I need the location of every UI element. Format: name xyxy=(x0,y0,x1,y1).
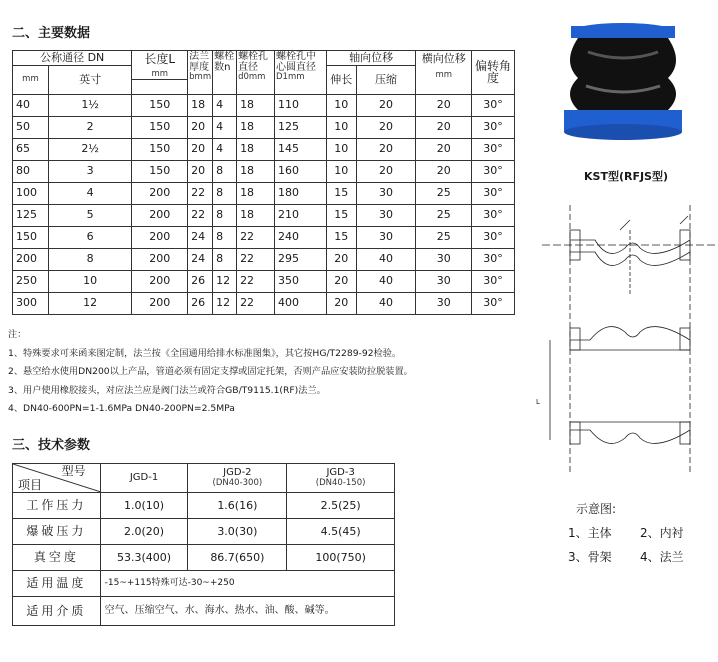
spec-cell-n: 4 xyxy=(213,138,237,160)
spec-cell-mm: 125 xyxy=(13,204,49,226)
spec-cell-ext: 15 xyxy=(326,204,356,226)
spec-row xyxy=(13,116,515,138)
spec-cell-n: 12 xyxy=(213,270,237,292)
spec-cell-hole: 22 xyxy=(237,226,275,248)
spec-cell-ext: 15 xyxy=(326,182,356,204)
note-item: 1、特殊要求可来函来图定制，法兰按《全国通用给排水标准图集》，其它按HG/T2289-92检验。 xyxy=(8,347,402,359)
spec-cell-flange: 20 xyxy=(188,116,213,138)
part-4: 4、法兰 xyxy=(640,550,684,564)
spec-cell-n: 8 xyxy=(213,182,237,204)
notes-block xyxy=(8,326,413,419)
spec-cell-ext: 20 xyxy=(326,248,356,270)
spec-cell-n: 8 xyxy=(213,160,237,182)
spec-cell-lat: 30 xyxy=(416,292,472,314)
part-3: 3、骨架 xyxy=(568,550,612,564)
spec-cell-flange: 26 xyxy=(188,292,213,314)
spec-cell-lat: 20 xyxy=(416,116,472,138)
header-bolt-hole: 螺栓孔直径 d0mm xyxy=(237,51,275,95)
spec-cell-hole: 22 xyxy=(237,270,275,292)
spec-cell-comp: 30 xyxy=(356,204,416,226)
header-bolt-circle: 螺栓孔中心圆直径 D1mm xyxy=(275,51,327,95)
spec-cell-length: 150 xyxy=(132,94,188,116)
spec-cell-mm: 150 xyxy=(13,226,49,248)
spec-cell-hole: 18 xyxy=(237,138,275,160)
corner-cell xyxy=(13,464,101,493)
spec-cell-mm: 40 xyxy=(13,94,49,116)
header-mm: mm xyxy=(13,66,49,95)
model-col-1: JGD-1 xyxy=(100,464,188,493)
spec-row xyxy=(13,248,515,270)
spec-cell-comp: 40 xyxy=(356,248,416,270)
spec-row xyxy=(13,292,515,314)
spec-cell-flange: 22 xyxy=(188,204,213,226)
header-inch: 英寸 xyxy=(48,66,132,95)
spec-cell-ext: 10 xyxy=(326,94,356,116)
tech-row-label: 工作压力 xyxy=(13,493,101,519)
spec-cell-inch: 10 xyxy=(48,270,132,292)
spec-cell-comp: 30 xyxy=(356,182,416,204)
header-bolt-count: 螺栓数n xyxy=(213,51,237,95)
tech-row xyxy=(13,545,395,571)
header-axial: 轴向位移 xyxy=(326,51,416,66)
spec-cell-mm: 100 xyxy=(13,182,49,204)
spec-cell-ext: 15 xyxy=(326,226,356,248)
spec-cell-circle: 210 xyxy=(275,204,327,226)
media-label: 适用介质 xyxy=(13,597,101,626)
spec-cell-ext: 10 xyxy=(326,160,356,182)
top-flange-body xyxy=(571,26,675,38)
spec-cell-inch: 2½ xyxy=(48,138,132,160)
spec-cell-lat: 25 xyxy=(416,226,472,248)
spec-cell-n: 4 xyxy=(213,94,237,116)
spec-cell-hole: 18 xyxy=(237,204,275,226)
spec-cell-lat: 25 xyxy=(416,182,472,204)
media-value: 空气、压缩空气、水、海水、热水、油、酸、碱等。 xyxy=(100,597,394,626)
header-length: 长度L mm xyxy=(132,51,188,80)
spec-cell-length: 200 xyxy=(132,292,188,314)
spec-cell-lat: 20 xyxy=(416,94,472,116)
spec-cell-lat: 20 xyxy=(416,138,472,160)
tech-value: 2.5(25) xyxy=(287,493,395,519)
corner-top-label: 型号 xyxy=(61,464,86,478)
model-col-3: JGD-3 (DN40-150) xyxy=(287,464,395,493)
tech-row xyxy=(13,519,395,545)
spec-cell-comp: 20 xyxy=(356,116,416,138)
dimension-label: L xyxy=(536,398,540,406)
spec-cell-inch: 1½ xyxy=(48,94,132,116)
header-extension: 伸长 xyxy=(326,66,356,95)
tech-row xyxy=(13,493,395,519)
spec-cell-mm: 250 xyxy=(13,270,49,292)
spec-cell-flange: 18 xyxy=(188,94,213,116)
part-2: 2、内衬 xyxy=(640,526,684,540)
tech-value: 2.0(20) xyxy=(100,519,188,545)
header-angle: 偏转角度 xyxy=(472,51,515,95)
note-item: 3、用户使用橡胶接头，对应法兰应是阀门法兰或符合GB/T9115.1(RF)法兰。 xyxy=(8,384,326,396)
spec-cell-flange: 24 xyxy=(188,248,213,270)
spec-table xyxy=(12,50,515,315)
tech-value: 1.6(16) xyxy=(188,493,287,519)
spec-row xyxy=(13,270,515,292)
lower-body-profile xyxy=(570,327,690,340)
spec-cell-flange: 24 xyxy=(188,226,213,248)
spec-cell-angle: 30° xyxy=(472,226,515,248)
spec-cell-hole: 18 xyxy=(237,94,275,116)
spec-cell-hole: 22 xyxy=(237,292,275,314)
spec-cell-angle: 30° xyxy=(472,116,515,138)
spec-cell-comp: 20 xyxy=(356,94,416,116)
spec-row xyxy=(13,182,515,204)
spec-cell-hole: 18 xyxy=(237,160,275,182)
spec-cell-circle: 180 xyxy=(275,182,327,204)
spec-cell-lat: 30 xyxy=(416,248,472,270)
spec-cell-inch: 6 xyxy=(48,226,132,248)
tech-value: 4.5(45) xyxy=(287,519,395,545)
notes-title: 注： xyxy=(8,329,27,340)
note-item: 2、悬空给水使用DN200以上产品，管道必须有固定支撑或固定托架，否则产品应安装防拉脱装置。 xyxy=(8,366,413,377)
model-col-2: JGD-2 (DN40-300) xyxy=(188,464,287,493)
spec-cell-comp: 40 xyxy=(356,292,416,314)
spec-cell-flange: 22 xyxy=(188,182,213,204)
spec-cell-length: 200 xyxy=(132,226,188,248)
spec-cell-length: 200 xyxy=(132,204,188,226)
header-compression: 压缩 xyxy=(356,66,416,95)
spec-cell-circle: 400 xyxy=(275,292,327,314)
spec-cell-inch: 8 xyxy=(48,248,132,270)
tech-row-label: 真空度 xyxy=(13,545,101,571)
tech-value: 86.7(650) xyxy=(188,545,287,571)
spec-cell-n: 8 xyxy=(213,248,237,270)
spec-cell-angle: 30° xyxy=(472,270,515,292)
spec-cell-lat: 30 xyxy=(416,270,472,292)
spec-row xyxy=(13,94,515,116)
spec-cell-mm: 50 xyxy=(13,116,49,138)
spec-cell-comp: 30 xyxy=(356,226,416,248)
spec-cell-mm: 300 xyxy=(13,292,49,314)
tech-value: 1.0(10) xyxy=(100,493,188,519)
spec-cell-circle: 125 xyxy=(275,116,327,138)
part-1: 1、主体 xyxy=(568,526,612,540)
spec-cell-mm: 65 xyxy=(13,138,49,160)
spec-cell-comp: 20 xyxy=(356,160,416,182)
spec-row xyxy=(13,160,515,182)
spec-cell-length: 150 xyxy=(132,138,188,160)
schematic-title: 示意图: xyxy=(576,502,617,516)
spec-cell-angle: 30° xyxy=(472,94,515,116)
spec-cell-length: 200 xyxy=(132,248,188,270)
spec-row xyxy=(13,226,515,248)
product-photo xyxy=(548,12,698,160)
spec-cell-circle: 160 xyxy=(275,160,327,182)
spec-cell-angle: 30° xyxy=(472,248,515,270)
spec-cell-lat: 25 xyxy=(416,204,472,226)
spec-cell-n: 8 xyxy=(213,226,237,248)
spec-cell-length: 150 xyxy=(132,116,188,138)
spec-cell-flange: 26 xyxy=(188,270,213,292)
spec-cell-inch: 4 xyxy=(48,182,132,204)
note-item: 4、DN40-600PN=1-1.6MPa DN40-200PN=2.5MPa xyxy=(8,403,235,414)
section-title-main-data: 二、主要数据 xyxy=(12,26,91,41)
spec-cell-inch: 12 xyxy=(48,292,132,314)
header-dn: 公称通径 DN xyxy=(13,51,132,66)
spec-cell-flange: 20 xyxy=(188,138,213,160)
tech-row-label: 爆破压力 xyxy=(13,519,101,545)
tech-value: 53.3(400) xyxy=(100,545,188,571)
spec-cell-angle: 30° xyxy=(472,138,515,160)
spec-row xyxy=(13,204,515,226)
spec-cell-comp: 20 xyxy=(356,138,416,160)
corner-bottom-label: 项目 xyxy=(18,478,43,493)
spec-row xyxy=(13,138,515,160)
spec-cell-circle: 295 xyxy=(275,248,327,270)
spec-cell-circle: 145 xyxy=(275,138,327,160)
spec-cell-n: 12 xyxy=(213,292,237,314)
section-title-tech-params: 三、技术参数 xyxy=(12,438,91,453)
spec-cell-length: 200 xyxy=(132,270,188,292)
spec-cell-hole: 18 xyxy=(237,116,275,138)
tech-value: 3.0(30) xyxy=(188,519,287,545)
product-caption: KST型(RFJS型) xyxy=(584,170,669,183)
spec-cell-angle: 30° xyxy=(472,160,515,182)
spec-cell-ext: 10 xyxy=(326,116,356,138)
spec-cell-mm: 200 xyxy=(13,248,49,270)
spec-cell-angle: 30° xyxy=(472,292,515,314)
spec-cell-hole: 18 xyxy=(237,182,275,204)
spec-cell-comp: 40 xyxy=(356,270,416,292)
header-flange-thickness: 法兰厚度 bmm xyxy=(188,51,213,95)
spec-cell-length: 150 xyxy=(132,160,188,182)
spec-cell-flange: 20 xyxy=(188,160,213,182)
tech-value: 100(750) xyxy=(287,545,395,571)
rubber-body xyxy=(570,38,676,110)
spec-cell-mm: 80 xyxy=(13,160,49,182)
spec-cell-circle: 240 xyxy=(275,226,327,248)
spec-cell-n: 8 xyxy=(213,204,237,226)
spec-cell-inch: 3 xyxy=(48,160,132,182)
schematic-drawing xyxy=(530,200,715,480)
spec-cell-angle: 30° xyxy=(472,204,515,226)
spec-cell-n: 4 xyxy=(213,116,237,138)
temp-value: -15~+115特殊可达-30~+250 xyxy=(100,571,394,597)
tech-table xyxy=(12,463,395,626)
spec-cell-hole: 22 xyxy=(237,248,275,270)
header-lateral: 横向位移 mm xyxy=(416,51,472,95)
spec-cell-inch: 2 xyxy=(48,116,132,138)
spec-cell-ext: 10 xyxy=(326,138,356,160)
temp-label: 适用温度 xyxy=(13,571,101,597)
spec-cell-ext: 20 xyxy=(326,270,356,292)
spec-cell-angle: 30° xyxy=(472,182,515,204)
spec-cell-circle: 350 xyxy=(275,270,327,292)
spec-cell-inch: 5 xyxy=(48,204,132,226)
spec-cell-ext: 20 xyxy=(326,292,356,314)
spec-cell-length: 200 xyxy=(132,182,188,204)
spec-cell-circle: 110 xyxy=(275,94,327,116)
spec-cell-lat: 20 xyxy=(416,160,472,182)
